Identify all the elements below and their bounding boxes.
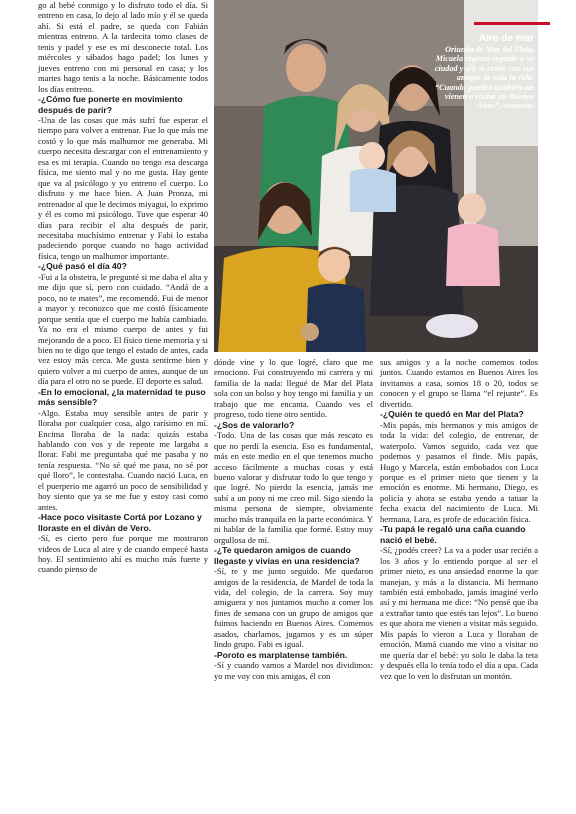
caption-text: Oriunda de Mar del Plata, Micaela regresa seguido a su ciudad y allí se reúne con sus amigas de toda la vida. “Cuando pueden también me vienen a visitar en Buenos Aires”, comenta.: [434, 45, 534, 111]
interview-question: -¿Qué pasó el día 40?: [38, 261, 127, 272]
caption-title: Aire de mar: [478, 33, 534, 44]
interview-question: -¿Quién te quedó en Mar del Plata?: [380, 409, 524, 420]
interview-answer: -Una de las cosas que más sufrí fue esperar el tiempo para volver a entrenar. Fue lo que más me costó y lo que más malhumor me generaba. Mi cuerpo necesita descargar con el entrenamiento y esa es mi terapia. Cuando no tengo esa descarga física, me siento mal y no me gusta. Hay gente que va al psicólogo y yo entreno el cuerpo. Lo disfruto y me hace bien. A Juan Pronza, mi entrenador al que le decimos miyagui, lo exprimo y él es como mi psicólogo. Tuve que esperar 40 días para recibir el alta después de parir, necesitaba muchísimo entrenar y Fabi lo estaba padeciendo porque cuando no hago actividad física, tengo un malhumor importante.: [38, 114, 208, 261]
interview-answer: -Todo. Una de las cosas que más rescato es que no perdí la esencia. Eso es fundamental, más en este medio en el que tenemos mucho acceso fácilmente a muchas cosas y está bueno valorar y disfrutar todo lo que tengo y que logré. No pierdo la esencia, jamás me subí a un pony ni me creo mil. Sigo siendo la misma persona de siempre, obviamente mucho más tranquila en la parte económica. Y ni hablar de la familia que formé. Estoy muy orgullosa de mí.: [214, 430, 373, 545]
column-2: [214, 357, 373, 681]
interview-question: -Tu papá le regaló una caña cuando nació el bebé.: [380, 524, 526, 545]
interview-answer: -Mis papás, mis hermanos y mis amigos de toda la vida: del colegio, de entrenar, de waterpolo. Vamos seguido, cada vez que podemos y pasamos el finde. Mis papás, Hugo y Marcela, están embobados con Luca porque es el primer nieto que tienen y la emoción es enorme. Mi hermano, Diego, es policía y ahora se estaba yendo a tatuar la fecha exacta del nacimiento de Luca. Mi hermana, Lara, es profe de educación física.: [380, 419, 538, 524]
interview-answer: -Fui a la obstetra, le pregunté si me daba el alta y me dijo que sí, pero con cuidado. “Andá de a poco, no te mates”, me recomendó. Fui de menor a mayor y reconozco que me costó físicamente porque sentía que el cuerpo me había cambiado. Ya no era el mismo cuerpo de antes y fui mejorando de a poco. El físico tiene memoria y si bien no te digo que tengo el estado de antes, cada vez estoy más cerca. Me gusta sentirme bien y quiero volver a mi cuerpo de antes, aunque de un día para el otro no se puede. El deporte es salud.: [38, 271, 208, 387]
photo-caption: [430, 33, 534, 111]
column-1: [38, 0, 208, 805]
interview-question: -¿Te quedaron amigos de cuando llegaste y vivías en una residencia?: [214, 545, 360, 566]
interview-answer: -Sí, es cierto pero fue porque me mostraron videos de Luca al aire y de cuando empecé hasta hoy. El sentimiento ahí es mucho más fuerte y cuando pienso de: [38, 533, 208, 575]
interview-answer: go al bebé conmigo y lo disfruto todo el día. Si entreno en casa, lo dejo al lado mío y él se queda ahí. Si está el padre, se queda con Fabián mientras entreno. A la tardecita tomo clases de tenis y padel y ese es mi desconecte total. Los miércoles y sábados hago padel; los lunes y jueves entreno con mi personal en casa; y los martes hago tenis a la noche. Básicamente todos los días entreno.: [38, 0, 208, 94]
interview-question: -¿Sos de valorarlo?: [214, 419, 295, 430]
column-3: [380, 357, 538, 681]
interview-answer: sus amigos y a la noche comemos todos juntos. Cuando estamos en Buenos Aires los invitamos a casa, somos 18 o 20, todos se conocen y el grupo se llama “el rejunte”. Es divertido.: [380, 357, 538, 409]
interview-question: -Poroto es marplatense también.: [214, 649, 348, 660]
interview-answer: dónde vine y lo que logré, claro que me emociono. Fui construyendo mi carrera y mi familia de la nada: llegué de Mar del Plata sola con un bolso y hoy tengo mi familia y un trabajo que me encanta. Cuando ves el progreso, todo tiene otro sentido.: [214, 357, 373, 420]
interview-question: -¿Cómo fue ponerte en movimiento después de parir?: [38, 94, 183, 115]
interview-answer: -Sí y cuando vamos a Mardel nos dividimos: yo me voy con mis amigas, él con: [214, 660, 373, 681]
interview-question: -Hace poco visitaste Cortá por Lozano y lloraste en el diván de Vero.: [38, 512, 202, 533]
interview-answer: -Sí, ¿podés creer? La va a poder usar recién a los 3 años y lo entiendo porque al ser el primer nieto, es una ansiedad enorme la que manejan, y más a la distancia. Mi hermano también está embobado, jamás imaginé verlo así y mi hermana me dice: “No pensé que iba a extrañar tanto que estés tan lejos”. Lo bueno es que ahora me vienen a visitar más seguido. Mis papás lo vieron a Luca y lloraban de emoción. Mamá cuando me vino a visitar no me quería dar el bebé: yo solo le daba la teta y después ella lo tenía todo el día a upa. Cada vez que lo ven lo disfrutan un montón.: [380, 545, 538, 681]
interview-answer: -Algo. Estaba muy sensible antes de parir y lloraba por cualquier cosa, algo rarísimo en mí. Encima lloraba de la nada: quizás estaba hablando con vos y de repente me largaba a llorar. Fabi me preguntaba qué me pasaba y no tenía respuesta. “No sé qué me pasa, no sé por qué lloro”, le contestaba. Cuando nació Luca, en el puerperio me agarró un poco de sensibilidad y hoy siento que ya se me fue y estoy casi como antes.: [38, 407, 208, 512]
interview-answer: -Sí, re y me junto seguido. Me quedaron amigos de la residencia, de Mardel de toda la vida, del colegio, de la carrera. Soy muy amiguera y nos juntamos mucho a comer los fines de semana con un grupo de amigos que fuimos haciendo en Buenos Aires. Comemos asados, charlamos, jugamos y es un súper lindo grupo. Fabi es igual.: [214, 566, 373, 650]
interview-question: -En lo emocional, ¿la maternidad te puso más sensible?: [38, 386, 206, 408]
caption-accent-bar: [474, 22, 550, 25]
